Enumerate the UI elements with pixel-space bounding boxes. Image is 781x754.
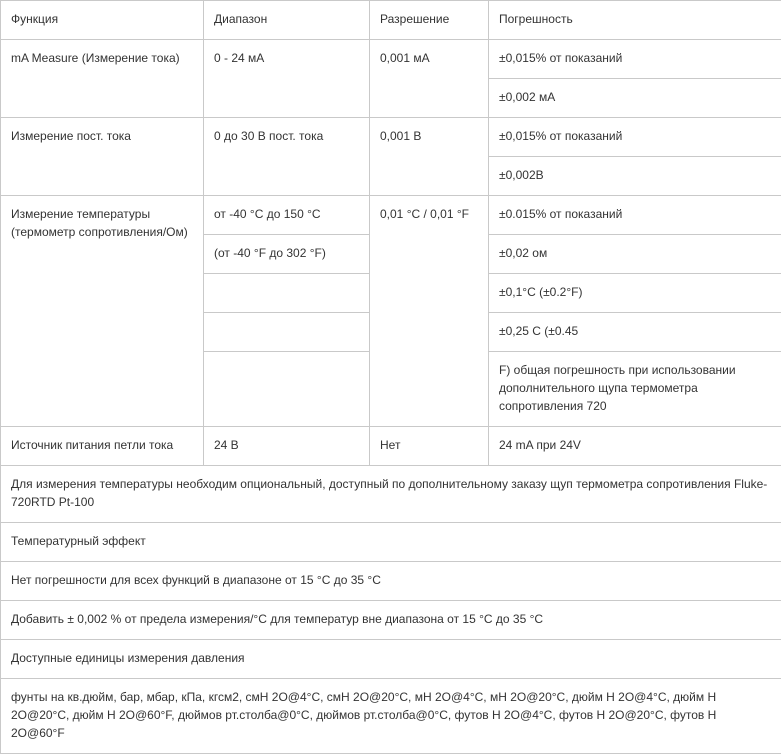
header-range: Диапазон [204,1,370,40]
table-row [1,601,781,640]
vdc-accuracy-1: ±0,015% от показаний [489,118,781,157]
table-row [1,466,781,523]
temp-range-1: от -40 °C до 150 °C [204,196,370,235]
temp-resolution: 0,01 °C / 0,01 °F [370,196,489,427]
vdc-range: 0 до 30 В пост. тока [204,118,370,196]
ma-accuracy-1: ±0,015% от показаний [489,40,781,79]
temp-range-empty-2 [204,313,370,352]
table-row [1,40,781,79]
loop-range: 24 В [204,427,370,466]
vdc-accuracy-2: ±0,002В [489,157,781,196]
ma-range: 0 - 24 мА [204,40,370,118]
ma-accuracy-2: ±0,002 мА [489,79,781,118]
table-row [1,562,781,601]
temp-accuracy-5: F) общая погрешность при использовании дополнительного щупа термометра сопротивления 720 [489,352,781,427]
temp-accuracy-4: ±0,25 C (±0.45 [489,313,781,352]
table-row [1,640,781,679]
table-row [1,427,781,466]
loop-resolution: Нет [370,427,489,466]
temp-range-empty-1 [204,274,370,313]
pressure-units: фунты на кв.дюйм, бар, мбар, кПа, кгсм2, смН 2O@4°C, смН 2O@20°C, мН 2O@4°C, мН 2O@20°C, дюйм Н 2O@4°C, дюйм Н 2O@20°C, дюйм Н 2O@60°F, дюймов рт.столба@0°C, дюймов рт.столба@0°C, футов Н 2O@4°C, футов Н 2O@20°C, футов Н 2O@60°F [1,679,781,754]
temp-accuracy-1: ±0.015% от показаний [489,196,781,235]
temp-range-empty-3 [204,352,370,427]
temp-accuracy-3: ±0,1°C (±0.2°F) [489,274,781,313]
loop-accuracy: 24 mA при 24V [489,427,781,466]
vdc-resolution: 0,001 В [370,118,489,196]
temp-function: Измерение температуры (термометр сопротивления/Ом) [1,196,204,427]
temp-effect-1: Нет погрешности для всех функций в диапазоне от 15 °C до 35 °C [1,562,781,601]
header-resolution: Разрешение [370,1,489,40]
vdc-function: Измерение пост. тока [1,118,204,196]
table-row [1,196,781,235]
ma-function: mA Measure (Измерение тока) [1,40,204,118]
header-function: Функция [1,1,204,40]
temp-range-2: (от -40 °F до 302 °F) [204,235,370,274]
table-row [1,118,781,157]
temp-effect-title: Температурный эффект [1,523,781,562]
ma-resolution: 0,001 мА [370,40,489,118]
header-accuracy: Погрешность [489,1,781,40]
header-row [1,1,781,40]
temp-effect-2: Добавить ± 0,002 % от предела измерения/°C для температур вне диапазона от 15 °C до 35 °C [1,601,781,640]
table-row [1,679,781,754]
temp-accuracy-2: ±0,02 ом [489,235,781,274]
pressure-units-title: Доступные единицы измерения давления [1,640,781,679]
loop-function: Источник питания петли тока [1,427,204,466]
rtd-note: Для измерения температуры необходим опциональный, доступный по дополнительному заказу щуп термометра сопротивления Fluke-720RTD Pt-100 [1,466,781,523]
table-row [1,523,781,562]
